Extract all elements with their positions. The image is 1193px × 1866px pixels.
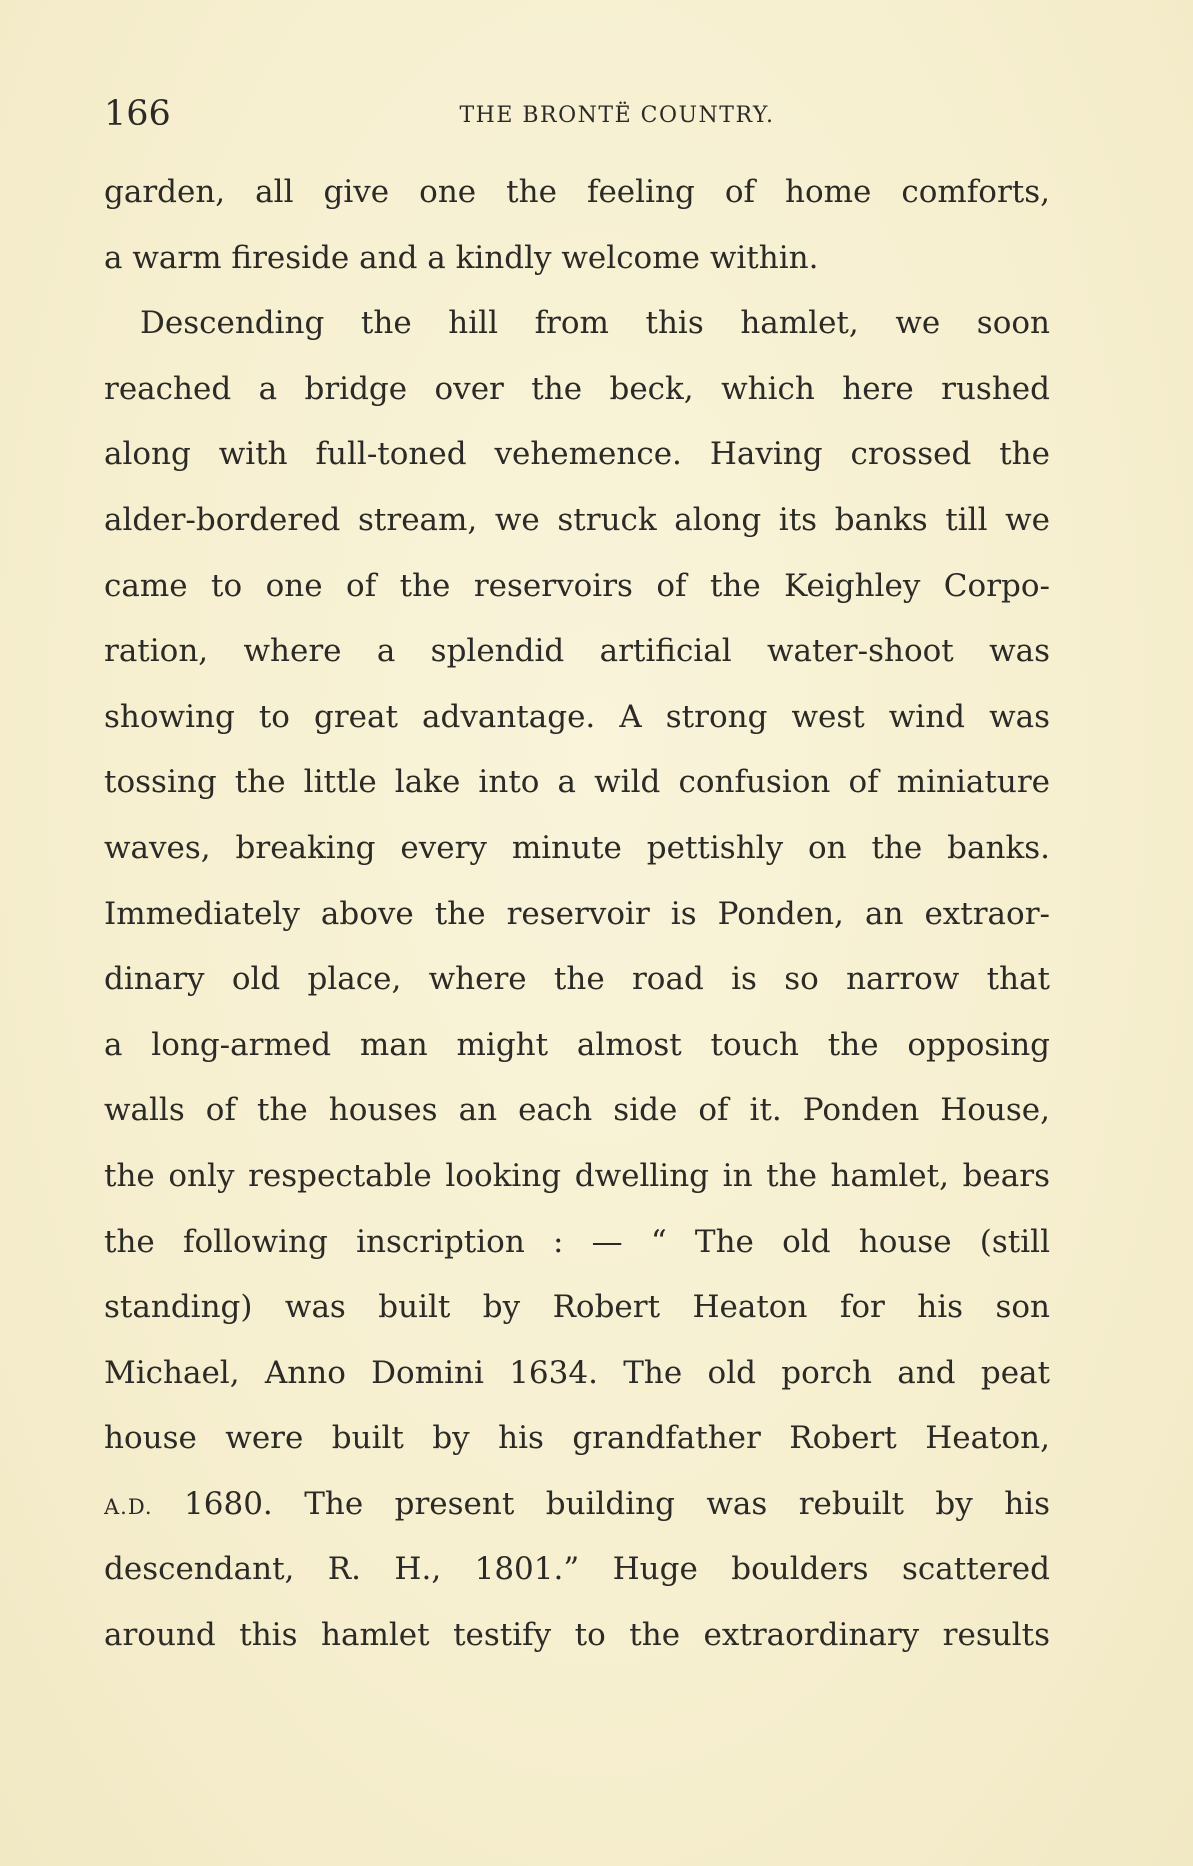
text-line: Descending the hill from this hamlet, we soon <box>140 305 1050 342</box>
text-line: reached a bridge over the beck, which here rushed <box>104 370 1050 407</box>
text-line: a warm fireside and a kindly welcome within. <box>104 239 819 276</box>
text-line: around this hamlet testify to the extraordinary results <box>104 1617 1050 1654</box>
text-line: garden, all give one the feeling of home comforts, <box>104 174 1050 210</box>
text-line: waves, breaking every minute pettishly on the banks. <box>104 829 1050 866</box>
text-line: a long-armed man might almost touch the opposing <box>104 1026 1050 1063</box>
text-line: along with full-toned vehemence. Having crossed the <box>104 436 1050 473</box>
text-line: standing) was built by Robert Heaton for his son <box>104 1289 1050 1326</box>
running-title: THE BRONTË COUNTRY. <box>459 103 775 128</box>
text-line: tossing the little lake into a wild confusion of miniature <box>104 764 1050 801</box>
text-line: Michael, Anno Domini 1634. The old porch and peat <box>104 1354 1050 1391</box>
text-line: house were built by his grandfather Robert Heaton, <box>104 1420 1050 1457</box>
text-line: came to one of the reservoirs of the Keighley Corpo- <box>104 567 1050 604</box>
text-line: the following inscription : — “ The old house (still <box>104 1223 1050 1260</box>
text-line: dinary old place, where the road is so narrow that <box>104 961 1050 998</box>
text-line: showing to great advantage. A strong west wind was <box>104 698 1050 735</box>
text-line-rest: 1680. The present building was rebuilt by his <box>152 1485 1050 1522</box>
text-line: ration, where a splendid artificial water-shoot was <box>104 633 1050 670</box>
text-line: Immediately above the reservoir is Ponden, an extraor- <box>104 895 1050 932</box>
text-line: descendant, R. H., 1801.” Huge boulders scattered <box>104 1551 1050 1588</box>
text-line: the only respectable looking dwelling in the hamlet, bears <box>104 1157 1050 1194</box>
text-line: walls of the houses an each side of it. Ponden House, <box>104 1092 1050 1129</box>
page-header <box>104 92 1050 136</box>
page-number: 166 <box>104 94 171 134</box>
era-abbreviation: A.D. <box>104 1494 153 1519</box>
text-line <box>104 1472 1050 1538</box>
body-text <box>104 160 1050 1669</box>
text-line: alder-bordered stream, we struck along its banks till we <box>104 501 1050 538</box>
